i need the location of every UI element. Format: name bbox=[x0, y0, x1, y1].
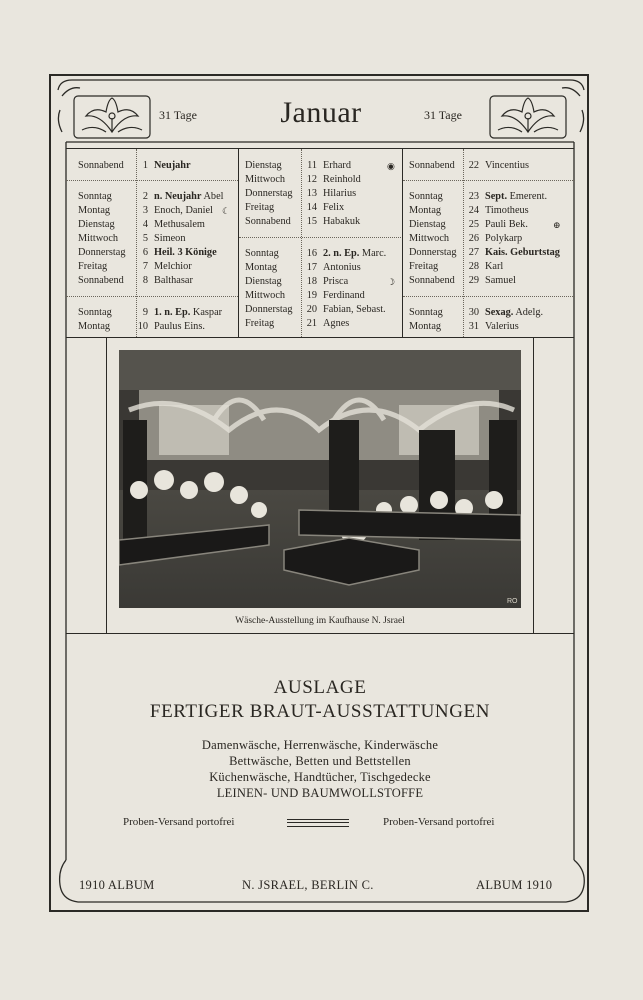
calendar-row bbox=[239, 187, 403, 201]
exhibition-photo-drawing bbox=[119, 350, 521, 608]
saint-name: Neujahr bbox=[154, 160, 191, 171]
day-number: 23 bbox=[468, 191, 479, 202]
calendar-row bbox=[66, 260, 238, 274]
weekday: Sonntag bbox=[78, 307, 112, 318]
day-number: 28 bbox=[468, 261, 479, 272]
calendar-row bbox=[403, 232, 575, 246]
weekday: Montag bbox=[78, 205, 111, 216]
saint-name: Fabian, Sebast. bbox=[323, 304, 386, 315]
calendar-row bbox=[403, 320, 575, 334]
week-divider bbox=[239, 237, 403, 238]
saint-name: Karl bbox=[485, 261, 504, 272]
calendar-row bbox=[403, 159, 575, 173]
feast-label: 1. n. Ep. bbox=[154, 307, 191, 318]
calendar-row bbox=[239, 303, 403, 317]
weekday: Montag bbox=[245, 262, 278, 273]
weekday: Sonntag bbox=[78, 191, 112, 202]
svg-text:RO: RO bbox=[507, 598, 518, 605]
calendar-column-2 bbox=[238, 149, 403, 337]
day-number: 21 bbox=[306, 318, 317, 329]
weekday: Montag bbox=[409, 205, 442, 216]
feast-label: Sept. bbox=[485, 191, 508, 202]
calendar-row bbox=[403, 218, 575, 232]
week-divider bbox=[66, 180, 238, 181]
saint-name: Melchior bbox=[154, 261, 192, 272]
saint-name: Agnes bbox=[323, 318, 350, 329]
saint-name: Valerius bbox=[485, 321, 519, 332]
saint-name: Hilarius bbox=[323, 188, 357, 199]
saint-name: Sexag. Adelg. bbox=[485, 307, 544, 318]
day-number: 1 bbox=[142, 160, 148, 171]
footer-left: 1910 ALBUM bbox=[79, 878, 155, 892]
weekday: Dienstag bbox=[78, 219, 115, 230]
day-number: 26 bbox=[468, 233, 479, 244]
weekday: Donnerstag bbox=[78, 247, 126, 258]
weekday: Sonnabend bbox=[409, 160, 455, 171]
weekday: Freitag bbox=[409, 261, 439, 272]
calendar-column-3 bbox=[402, 149, 575, 337]
saint-name: Erhard bbox=[323, 160, 352, 171]
day-number: 2 bbox=[142, 191, 148, 202]
footer-center: N. JSRAEL, BERLIN C. bbox=[242, 878, 374, 892]
day-number: 7 bbox=[142, 261, 148, 272]
ad-line-3: Küchenwäsche, Handtücher, Tischgedecke bbox=[209, 770, 431, 784]
weekday: Sonnabend bbox=[78, 160, 124, 171]
weekday: Montag bbox=[78, 321, 111, 332]
calendar-row bbox=[239, 275, 403, 289]
day-number: 13 bbox=[306, 188, 317, 199]
saint-name: Antonius bbox=[323, 262, 361, 273]
saint-name: n. Neujahr Abel bbox=[154, 191, 224, 202]
calendar-row bbox=[66, 320, 238, 334]
saint-name: Ferdinand bbox=[323, 290, 365, 301]
exhibition-photo bbox=[119, 350, 521, 608]
weekday: Sonnabend bbox=[78, 275, 124, 286]
day-number: 8 bbox=[142, 275, 148, 286]
weekday: Mittwoch bbox=[78, 233, 119, 244]
weekday: Donnerstag bbox=[245, 188, 293, 199]
saint-name: Methusalem bbox=[154, 219, 205, 230]
saint-name: 1. n. Ep. Kaspar bbox=[154, 307, 223, 318]
day-number: 5 bbox=[142, 233, 148, 244]
ad-line-2: Bettwäsche, Betten und Bettstellen bbox=[229, 754, 411, 768]
calendar-row bbox=[403, 204, 575, 218]
day-number: 25 bbox=[468, 219, 479, 230]
days-count-left: 31 Tage bbox=[159, 108, 197, 122]
photo-caption: Wäsche-Ausstellung im Kaufhause N. Jsrael bbox=[235, 616, 405, 626]
weekday: Donnerstag bbox=[409, 247, 457, 258]
footer-right: ALBUM 1910 bbox=[476, 878, 553, 892]
day-number: 9 bbox=[142, 307, 148, 318]
moon-phase-icon: ☾ bbox=[222, 206, 231, 216]
week-divider bbox=[403, 180, 575, 181]
saint-name: Pauli Bek. bbox=[485, 219, 528, 230]
weekday: Montag bbox=[409, 321, 442, 332]
calendar-row bbox=[403, 190, 575, 204]
weekday: Mittwoch bbox=[409, 233, 450, 244]
calendar-column-1 bbox=[66, 149, 238, 337]
saint-name: Reinhold bbox=[323, 174, 361, 185]
proben-right: Proben-Versand portofrei bbox=[383, 816, 495, 828]
lily-ornament-icon bbox=[488, 94, 568, 140]
calendar-row bbox=[66, 232, 238, 246]
weekday: Mittwoch bbox=[245, 290, 286, 301]
saint-name: 2. n. Ep. Marc. bbox=[323, 248, 387, 259]
day-number: 19 bbox=[306, 290, 317, 301]
day-number: 27 bbox=[468, 247, 479, 258]
weekday: Sonntag bbox=[245, 248, 279, 259]
day-number: 31 bbox=[468, 321, 479, 332]
month-header bbox=[66, 92, 576, 142]
week-divider bbox=[403, 296, 575, 297]
week-divider bbox=[66, 296, 238, 297]
calendar-row bbox=[239, 201, 403, 215]
moon-phase-icon: ◉ bbox=[387, 161, 395, 171]
ad-headline-2: FERTIGER BRAUT-AUSSTATTUNGEN bbox=[149, 701, 491, 722]
weekday: Sonntag bbox=[409, 191, 443, 202]
moon-phase-icon: ⊕ bbox=[553, 220, 561, 230]
calendar-row bbox=[239, 247, 403, 261]
weekday: Freitag bbox=[245, 318, 275, 329]
saint-name: Samuel bbox=[485, 275, 516, 286]
calendar-row bbox=[66, 159, 238, 173]
saint-name: Vincentius bbox=[485, 160, 529, 171]
day-number: 16 bbox=[306, 248, 317, 259]
calendar-table bbox=[66, 148, 574, 338]
calendar-row bbox=[403, 306, 575, 320]
weekday: Sonnabend bbox=[409, 275, 455, 286]
feast-label: Sexag. bbox=[485, 307, 514, 318]
day-number: 12 bbox=[306, 174, 317, 185]
ad-line-1: Damenwäsche, Herrenwäsche, Kinderwäsche bbox=[201, 738, 439, 752]
weekday: Mittwoch bbox=[245, 174, 286, 185]
weekday: Freitag bbox=[78, 261, 108, 272]
saint-name: Timotheus bbox=[485, 205, 529, 216]
day-number: 30 bbox=[468, 307, 479, 318]
weekday: Freitag bbox=[245, 202, 275, 213]
proben-left: Proben-Versand portofrei bbox=[123, 816, 235, 828]
saint-name: Balthasar bbox=[154, 275, 193, 286]
saint-name: Enoch, Daniel bbox=[154, 205, 213, 216]
calendar-row bbox=[403, 246, 575, 260]
calendar-row bbox=[66, 306, 238, 320]
double-rule-divider bbox=[287, 819, 349, 827]
saint-name: Habakuk bbox=[323, 216, 361, 227]
calendar-row bbox=[66, 274, 238, 288]
saint-name: Paulus Eins. bbox=[154, 321, 205, 332]
weekday: Sonnabend bbox=[245, 216, 291, 227]
day-number: 29 bbox=[468, 275, 479, 286]
calendar-row bbox=[239, 261, 403, 275]
day-number: 20 bbox=[306, 304, 317, 315]
day-number: 6 bbox=[142, 247, 148, 258]
day-number: 18 bbox=[306, 276, 317, 287]
saint-name: Kais. Geburtstag bbox=[485, 247, 560, 258]
day-number: 24 bbox=[468, 205, 479, 216]
weekday: Sonntag bbox=[409, 307, 443, 318]
calendar-row bbox=[239, 215, 403, 229]
saint-name: Polykarp bbox=[485, 233, 523, 244]
saint-name: Heil. 3 Könige bbox=[154, 247, 217, 258]
saint-name: Simeon bbox=[154, 233, 186, 244]
feast-label: 2. n. Ep. bbox=[323, 248, 360, 259]
day-number: 11 bbox=[307, 160, 317, 171]
day-number: 10 bbox=[137, 321, 148, 332]
calendar-row bbox=[66, 190, 238, 204]
day-number: 17 bbox=[306, 262, 317, 273]
moon-phase-icon: ☽ bbox=[387, 277, 396, 287]
feast-label: n. Neujahr bbox=[154, 191, 202, 202]
calendar-row bbox=[239, 159, 403, 173]
calendar-row bbox=[66, 218, 238, 232]
calendar-row bbox=[239, 317, 403, 331]
day-number: 22 bbox=[468, 160, 479, 171]
days-count-right: 31 Tage bbox=[424, 108, 462, 122]
calendar-row bbox=[239, 289, 403, 303]
ad-line-4: LEINEN- UND BAUMWOLLSTOFFE bbox=[216, 786, 424, 800]
calendar-row bbox=[66, 246, 238, 260]
weekday: Donnerstag bbox=[245, 304, 293, 315]
ad-headline-1: AUSLAGE bbox=[273, 677, 367, 698]
saint-name: Prisca bbox=[323, 276, 349, 287]
weekday: Dienstag bbox=[409, 219, 446, 230]
weekday: Dienstag bbox=[245, 276, 282, 287]
weekday: Dienstag bbox=[245, 160, 282, 171]
month-title: Januar bbox=[280, 96, 362, 129]
day-number: 15 bbox=[306, 216, 317, 227]
saint-name: Sept. Emerent. bbox=[485, 191, 548, 202]
day-number: 4 bbox=[142, 219, 148, 230]
calendar-row bbox=[403, 274, 575, 288]
calendar-row bbox=[403, 260, 575, 274]
day-number: 3 bbox=[142, 205, 148, 216]
saint-name: Felix bbox=[323, 202, 345, 213]
day-number: 14 bbox=[306, 202, 317, 213]
calendar-row bbox=[239, 173, 403, 187]
calendar-row bbox=[66, 204, 238, 218]
